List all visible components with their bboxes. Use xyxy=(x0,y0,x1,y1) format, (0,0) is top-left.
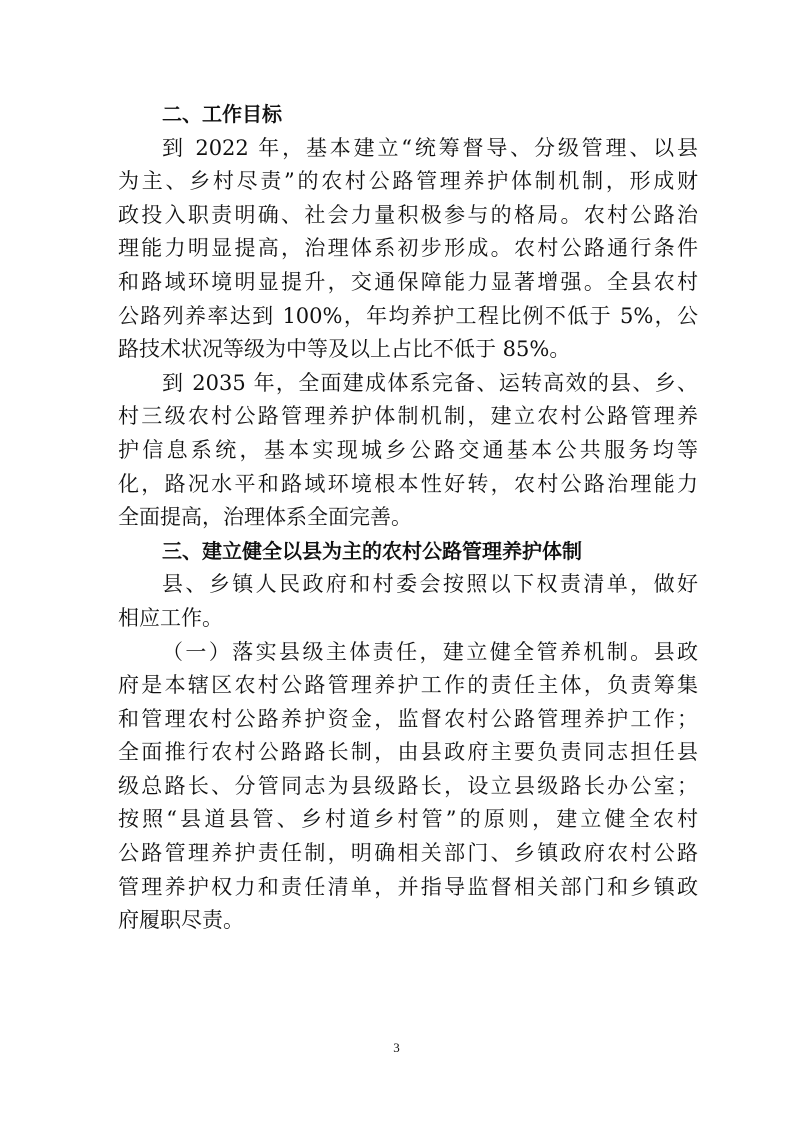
paragraph-line: 全面提高，治理体系全面完善。 xyxy=(118,505,412,530)
paragraph-line: 公路管理养护责任制，明确相关部门、乡镇政府农村公路 xyxy=(118,841,698,866)
paragraph-line: 管理养护权力和责任清单，并指导监督相关部门和乡镇政 xyxy=(118,874,698,899)
paragraph-line: 县、乡镇人民政府和村委会按照以下权责清单，做好 xyxy=(162,572,698,597)
paragraph-line: 政投入职责明确、社会力量积极参与的格局。农村公路治 xyxy=(118,202,698,227)
paragraph-line: 到 2035 年，全面建成体系完备、运转高效的县、乡、 xyxy=(162,370,698,395)
page-body xyxy=(118,98,698,938)
paragraph-2022-goals xyxy=(118,132,698,367)
paragraph-line: 护信息系统，基本实现城乡公路交通基本公共服务均等 xyxy=(118,437,698,462)
paragraph-responsibility-list xyxy=(118,568,698,635)
paragraph-line: 化，路况水平和路域环境根本性好转，农村公路治理能力 xyxy=(118,471,698,496)
paragraph-line: 理能力明显提高，治理体系初步形成。农村公路通行条件 xyxy=(118,236,698,261)
paragraph-line: 相应工作。 xyxy=(118,605,223,630)
paragraph-line: 全面推行农村公路路长制，由县政府主要负责同志担任县 xyxy=(118,740,698,765)
paragraph-line: 村三级农村公路管理养护体制机制，建立农村公路管理养 xyxy=(118,404,698,429)
paragraph-line: 按照“县道县管、乡村道乡村管”的原则，建立健全农村 xyxy=(118,807,698,832)
paragraph-2035-goals xyxy=(118,367,698,535)
section-heading-management-system: 三、建立健全以县为主的农村公路管理养护体制 xyxy=(162,538,582,563)
section-heading-work-goals: 二、工作目标 xyxy=(162,102,282,126)
paragraph-line: 为主、乡村尽责”的农村公路管理养护体制机制，形成财 xyxy=(118,169,698,194)
paragraph-line: 和管理农村公路养护资金，监督农村公路管理养护工作； xyxy=(118,706,698,731)
paragraph-line: 级总路长、分管同志为县级路长，设立县级路长办公室； xyxy=(118,773,698,798)
page-number: 3 xyxy=(393,1040,400,1055)
paragraph-line: 和路域环境明显提升，交通保障能力显著增强。全县农村 xyxy=(118,269,698,294)
paragraph-line: 到 2022 年，基本建立“统筹督导、分级管理、以县 xyxy=(162,135,698,160)
paragraph-county-responsibility xyxy=(118,636,698,938)
paragraph-line: （一）落实县级主体责任，建立健全管养机制。县政 xyxy=(162,639,698,664)
paragraph-line: 公路列养率达到 100%，年均养护工程比例不低于 5%，公 xyxy=(118,303,698,328)
paragraph-line: 路技术状况等级为中等及以上占比不低于 85%。 xyxy=(118,337,571,362)
paragraph-line: 府是本辖区农村公路管理养护工作的责任主体，负责筹集 xyxy=(118,673,698,698)
paragraph-line: 府履职尽责。 xyxy=(118,908,244,933)
